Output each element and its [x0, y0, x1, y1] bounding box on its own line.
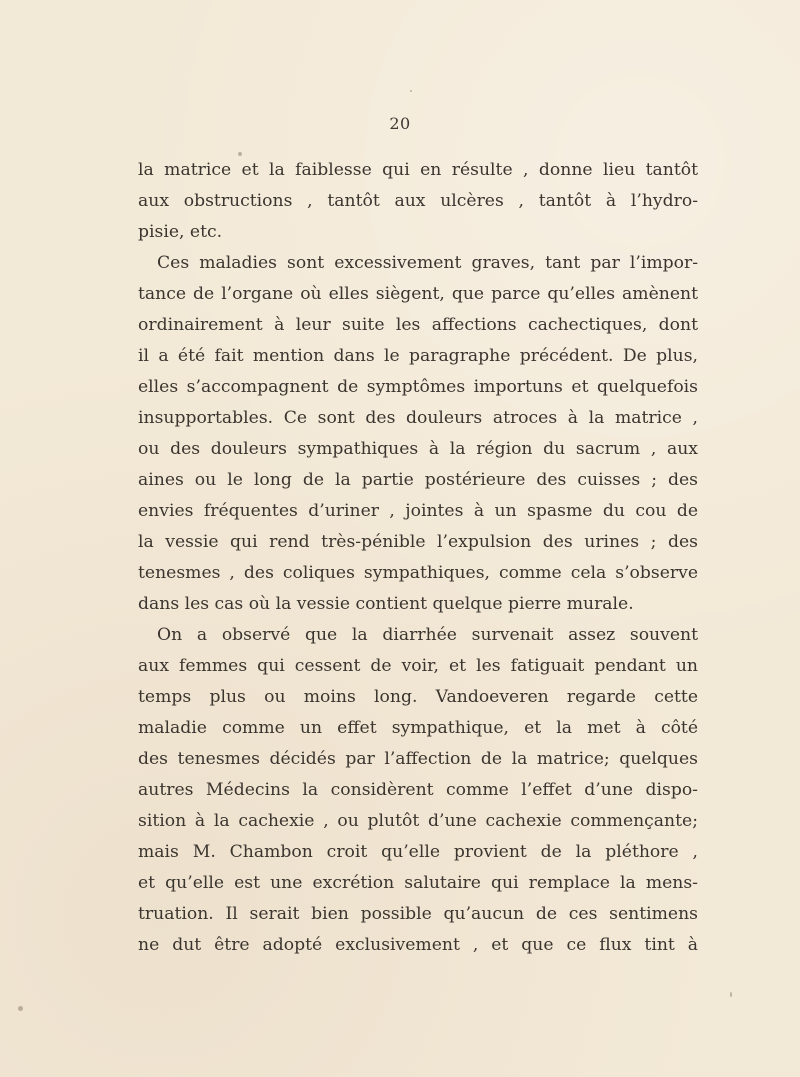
paper-speck — [18, 1006, 23, 1011]
text-line: tenesmes , des coliques sympathiques, comme cela s’observe — [138, 563, 698, 583]
text-line: Ces maladies sont excessivement graves, tant par l’impor- — [157, 253, 698, 273]
text-line: temps plus ou moins long. Vandoeveren regarde cette — [138, 687, 698, 707]
text-line: sition à la cachexie , ou plutôt d’une cachexie commençante; — [138, 811, 698, 831]
text-line: ne dut être adopté exclusivement , et que ce flux tint à — [138, 935, 698, 955]
text-line: mais M. Chambon croit qu’elle provient de la pléthore , — [138, 842, 698, 862]
text-line: tance de l’organe où elles siègent, que parce qu’elles amènent — [138, 284, 698, 304]
text-line: aux femmes qui cessent de voir, et les fatiguait pendant un — [138, 656, 698, 676]
text-line: il a été fait mention dans le paragraphe précédent. De plus, — [138, 346, 698, 366]
text-line: autres Médecins la considèrent comme l’effet d’une dispo- — [138, 780, 698, 800]
text-line: aux obstructions , tantôt aux ulcères , tantôt à l’hydro- — [138, 191, 698, 211]
text-line: On a observé que la diarrhée survenait assez souvent — [157, 625, 698, 645]
text-line: la matrice et la faiblesse qui en résulte , donne lieu tantôt — [138, 160, 698, 180]
page-number: 20 — [389, 114, 411, 133]
text-line: envies fréquentes d’uriner , jointes à un spasme du cou de — [138, 501, 698, 521]
text-line: des tenesmes décidés par l’affection de la matrice; quelques — [138, 749, 698, 769]
text-line: ou des douleurs sympathiques à la région du sacrum , aux — [138, 439, 698, 459]
paper-speck — [730, 992, 732, 997]
text-line: insupportables. Ce sont des douleurs atroces à la matrice , — [138, 408, 698, 428]
paper-speck — [410, 90, 412, 92]
text-line: la vessie qui rend très-pénible l’expulsion des urines ; des — [138, 532, 698, 552]
text-line: et qu’elle est une excrétion salutaire qui remplace la mens- — [138, 873, 698, 893]
paper-speck — [238, 152, 242, 156]
body-text — [138, 155, 698, 961]
text-line: ordinairement à leur suite les affections cachectiques, dont — [138, 315, 698, 335]
text-line: dans les cas où la vessie contient quelque pierre murale. — [138, 594, 634, 614]
text-line: truation. Il serait bien possible qu’aucun de ces sentimens — [138, 904, 698, 924]
text-line: aines ou le long de la partie postérieure des cuisses ; des — [138, 470, 698, 490]
text-line: elles s’accompagnent de symptômes importuns et quelquefois — [138, 377, 698, 397]
text-line: maladie comme un effet sympathique, et la met à côté — [138, 718, 698, 738]
text-line: pisie, etc. — [138, 222, 223, 242]
